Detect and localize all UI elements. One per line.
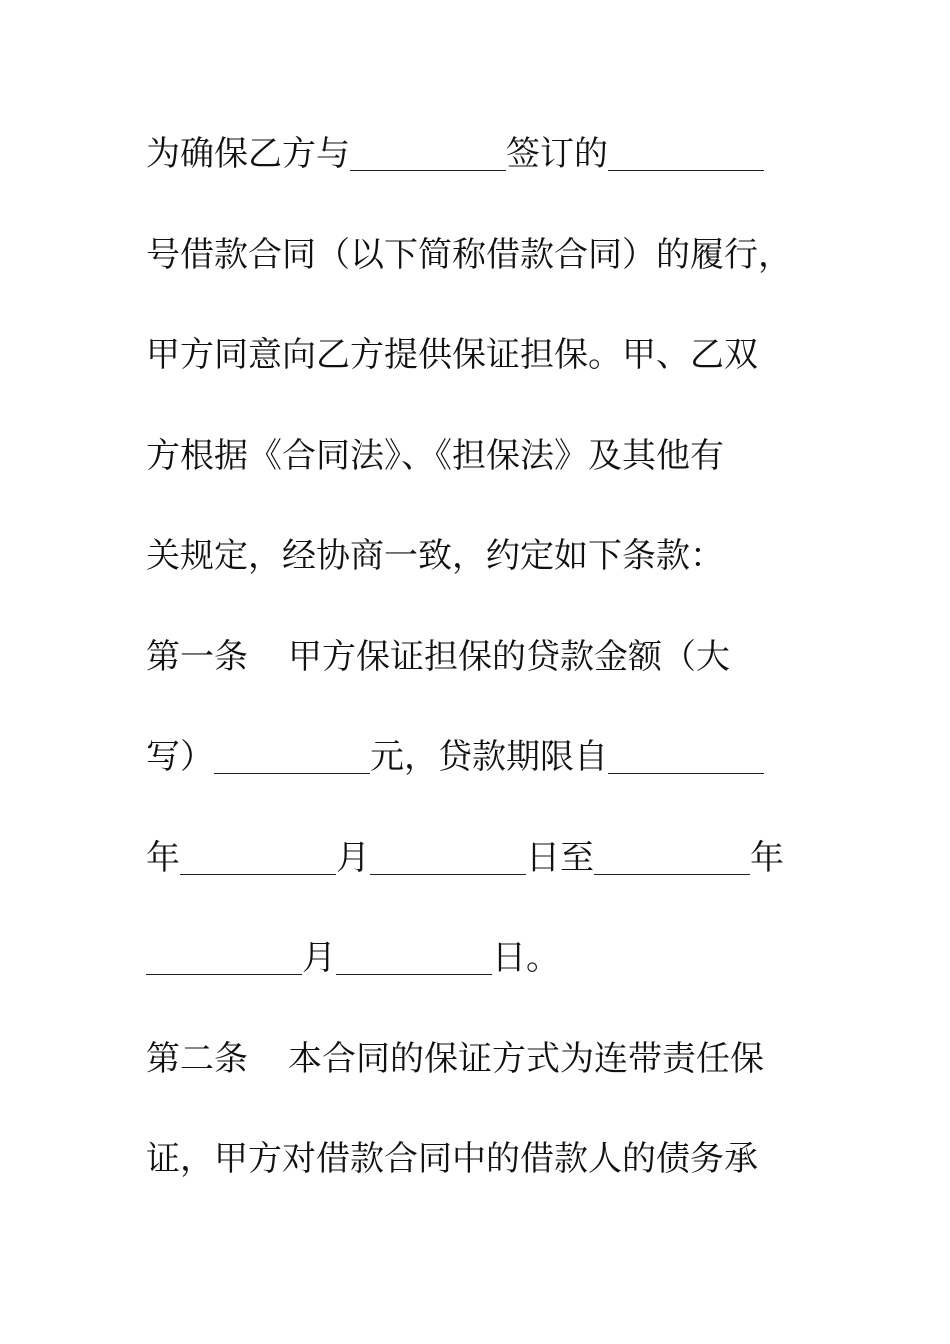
fill-in-blank[interactable] <box>370 844 526 875</box>
article-label: 第二条 <box>146 1038 248 1079</box>
text-line <box>146 926 826 1027</box>
text-segment: 年 <box>750 837 784 878</box>
text-line <box>146 424 826 525</box>
fill-in-blank[interactable] <box>214 743 370 774</box>
text-line <box>146 826 826 927</box>
text-segment: 甲方保证担保的贷款金额（大 <box>288 636 730 677</box>
text-segment: 证，甲方对借款合同中的借款人的债务承 <box>146 1139 758 1179</box>
text-line <box>146 323 826 424</box>
text-segment: 签订的 <box>506 134 608 174</box>
fill-in-blank[interactable] <box>180 844 336 875</box>
text-segment: 元，贷款期限自 <box>370 737 608 777</box>
text-segment: 本合同的保证方式为连带责任保 <box>288 1038 764 1079</box>
text-line <box>146 223 826 324</box>
text-segment: 月 <box>336 837 370 878</box>
fill-in-blank[interactable] <box>608 743 764 774</box>
fill-in-blank[interactable] <box>594 844 750 875</box>
text-segment: 号借款合同（以下简称借款合同）的履行， <box>146 234 792 275</box>
article-label: 第一条 <box>146 636 248 677</box>
article-heading-line <box>146 625 826 726</box>
fill-in-blank[interactable] <box>336 944 492 975</box>
text-segment: 年 <box>146 837 180 878</box>
text-line <box>146 725 826 826</box>
text-line <box>146 122 826 223</box>
text-line <box>146 1127 826 1228</box>
fill-in-blank[interactable] <box>608 140 764 171</box>
article-heading-line <box>146 1027 826 1128</box>
text-segment: 关规定，经协商一致，约定如下条款： <box>146 536 724 576</box>
text-segment: 为确保乙方与 <box>146 134 350 174</box>
fill-in-blank[interactable] <box>146 944 302 975</box>
text-segment: 日。 <box>492 938 560 978</box>
text-segment: 甲方同意向乙方提供保证担保。甲、乙双 <box>146 335 758 375</box>
text-segment: 方根据《合同法》、《担保法》及其他有 <box>146 435 724 476</box>
text-segment: 日至 <box>526 837 594 878</box>
text-segment: 写） <box>146 737 214 777</box>
fill-in-blank[interactable] <box>350 140 506 171</box>
contract-body <box>146 122 826 1228</box>
text-line <box>146 524 826 625</box>
text-segment: 月 <box>302 938 336 978</box>
